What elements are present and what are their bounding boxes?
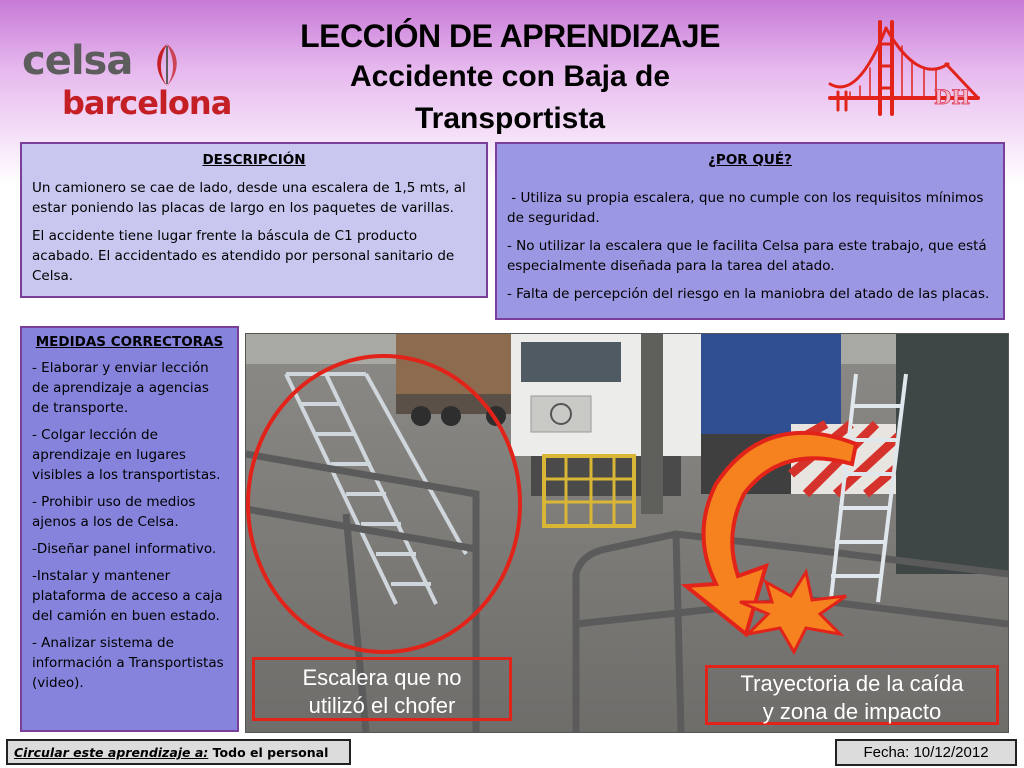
circulation-value: Todo el personal	[208, 745, 329, 760]
logo-text-celsa: celsa	[22, 38, 133, 84]
why-heading: ¿POR QUÉ?	[708, 152, 792, 168]
circulation-box	[6, 739, 351, 765]
why-item: - Falta de percepción del riesgo en la maniobra del atado de las placas.	[507, 286, 990, 302]
background-truck	[396, 334, 516, 394]
description-paragraph: El accidente tiene lugar frente la báscula de C1 producto acabado. El accidentado es atendido por personal sanitario de Celsa.	[32, 228, 455, 284]
description-heading: DESCRIPCIÓN	[202, 152, 306, 168]
trajectory-callout-line2: y zona de impacto	[762, 699, 942, 724]
measures-heading: MEDIDAS CORRECTORAS	[35, 334, 224, 350]
description-paragraph: Un camionero se cae de lado, desde una escalera de 1,5 mts, al estar poniendo las placas de largo en los paquetes de varillas.	[32, 180, 466, 216]
bridge-logo-text: DH	[934, 85, 971, 109]
measure-item: - Colgar lección de aprendizaje en lugares visibles a los transportistas.	[32, 427, 221, 483]
measure-item: - Prohibir uso de medios ajenos a los de Celsa.	[32, 494, 196, 530]
why-box	[495, 142, 1005, 320]
trajectory-callout-line1: Trayectoria de la caída	[740, 671, 964, 696]
staircase-callout-line2: utilizó el chofer	[308, 693, 456, 718]
bridge-logo-icon	[828, 14, 980, 124]
measure-item: - Analizar sistema de información a Transportistas (video).	[32, 635, 224, 691]
page-subtitle-line1: Accidente con Baja de	[349, 60, 671, 93]
date-box: Fecha: 10/12/2012	[835, 739, 1017, 766]
logo-mark-icon	[150, 42, 184, 88]
why-item: - No utilizar la escalera que le facilita Celsa para este trabajo, que está especialmente diseñada para la tarea del atado.	[507, 238, 987, 274]
staircase-callout	[252, 657, 512, 721]
measure-item: - Elaborar y enviar lección de aprendizaje a agencias de transporte.	[32, 360, 209, 416]
title-block	[250, 18, 770, 139]
why-item: - Utiliza su propia escalera, que no cumple con los requisitos mínimos de seguridad.	[507, 190, 988, 226]
page-subtitle-line2: Transportista	[414, 102, 606, 135]
measure-item: -Instalar y mantener plataforma de acceso a caja del camión en buen estado.	[32, 568, 223, 624]
trajectory-callout	[705, 665, 999, 725]
staircase-callout-line1: Escalera que no	[302, 665, 462, 690]
celsa-barcelona-logo	[22, 38, 232, 128]
page-title: LECCIÓN DE APRENDIZAJE	[300, 18, 720, 54]
measure-item: -Diseñar panel informativo.	[32, 541, 217, 557]
truck-trailer	[701, 334, 841, 434]
logo-text-barcelona: barcelona	[62, 84, 232, 122]
corrective-measures-box	[20, 326, 239, 732]
circulation-label: Circular este aprendizaje a:	[14, 745, 209, 760]
description-box	[20, 142, 488, 298]
